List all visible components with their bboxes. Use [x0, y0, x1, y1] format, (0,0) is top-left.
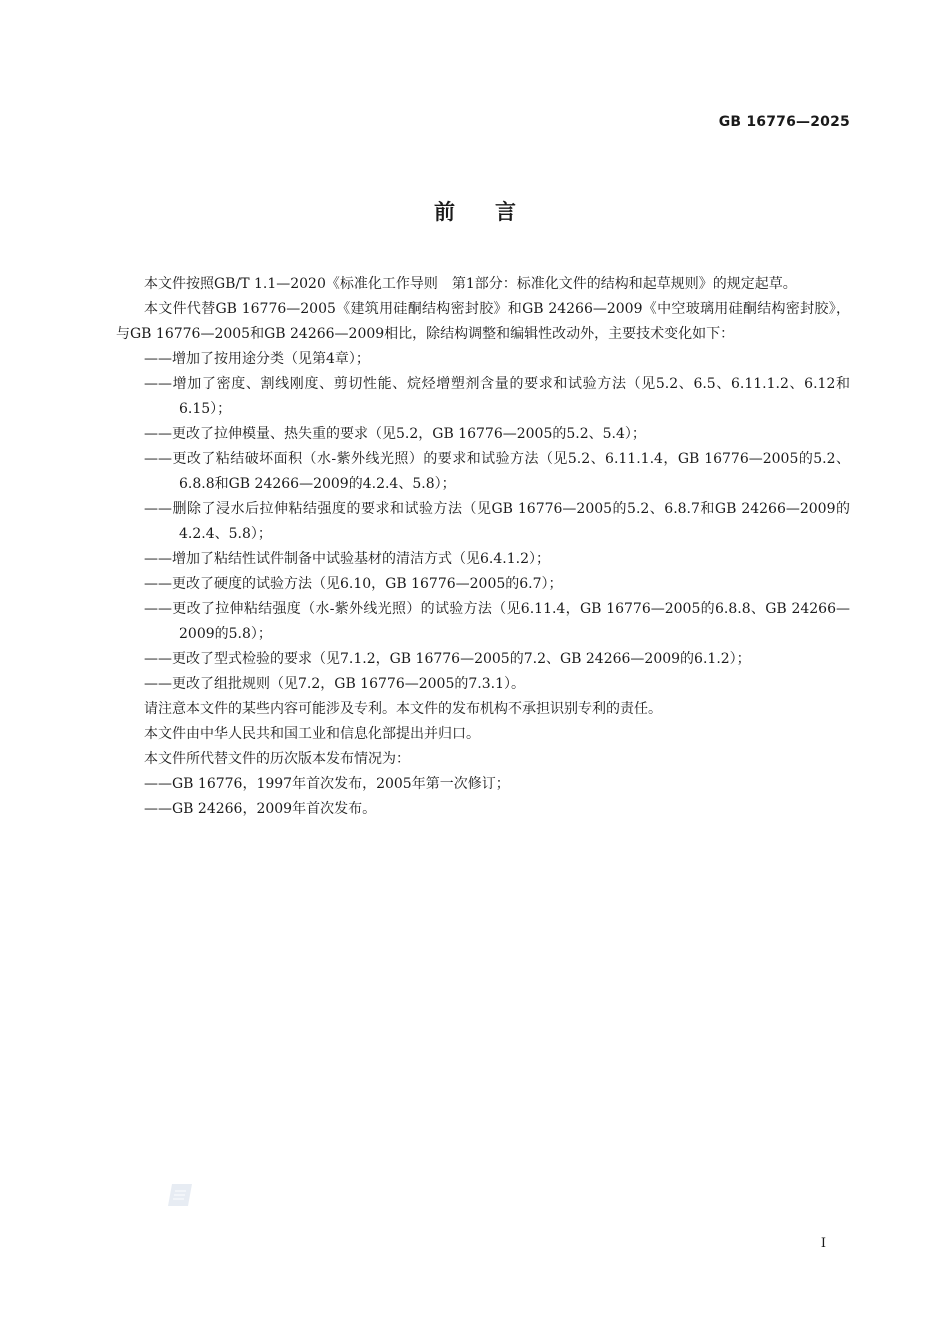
- document-body: [116, 272, 850, 822]
- list-item: ——增加了密度、割线刚度、剪切性能、烷烃增塑剂含量的要求和试验方法（见5.2、6.5、6.11.1.2、6.12和6.15）；: [144, 376, 850, 417]
- list-item: ——更改了硬度的试验方法（见6.10，GB 16776—2005的6.7）；: [144, 576, 563, 592]
- list-item: ——增加了粘结性试件制备中试验基材的清洁方式（见6.4.1.2）；: [144, 551, 550, 567]
- standard-number: GB 16776—2025: [718, 114, 850, 130]
- list-item: ——更改了组批规则（见7.2，GB 16776—2005的7.3.1）。: [144, 676, 525, 692]
- sac-watermark-logo-icon: [166, 1182, 194, 1208]
- paragraph-drafting-rules: 本文件按照GB/T 1.1—2020《标准化工作导则 第1部分：标准化文件的结构和起草规则》的规定起草。: [144, 276, 797, 292]
- patent-notice: 请注意本文件的某些内容可能涉及专利。本文件的发布机构不承担识别专利的责任。: [144, 701, 662, 717]
- page-number: I: [820, 1236, 826, 1251]
- list-item: ——更改了拉伸模量、热失重的要求（见5.2，GB 16776—2005的5.2、5.4）；: [144, 426, 646, 442]
- technical-changes-list: [116, 347, 850, 697]
- list-item: ——增加了按用途分类（见第4章）；: [144, 351, 370, 367]
- paragraph-replacement: 本文件代替GB 16776—2005《建筑用硅酮结构密封胶》和GB 24266—2009《中空玻璃用硅酮结构密封胶》，与GB 16776—2005和GB 24266—2009相比，除结构调整和编辑性改动外，主要技术变化如下：: [116, 301, 850, 342]
- list-item: ——更改了粘结破坏面积（水-紫外线光照）的要求和试验方法（见5.2、6.11.1.4，GB 16776—2005的5.2、6.8.8和GB 24266—2009的4.2.4、5.8）；: [144, 451, 850, 492]
- list-item: ——删除了浸水后拉伸粘结强度的要求和试验方法（见GB 16776—2005的5.2、6.8.7和GB 24266—2009的4.2.4、5.8）；: [144, 501, 850, 542]
- history-item: ——GB 24266，2009年首次发布。: [144, 801, 377, 817]
- history-intro: 本文件所代替文件的历次版本发布情况为：: [144, 751, 410, 767]
- history-item: ——GB 16776，1997年首次发布，2005年第一次修订；: [144, 776, 510, 792]
- list-item: ——更改了型式检验的要求（见7.1.2，GB 16776—2005的7.2、GB 24266—2009的6.1.2）；: [144, 651, 751, 667]
- page-title: 前言: [434, 200, 556, 224]
- list-item: ——更改了拉伸粘结强度（水-紫外线光照）的试验方法（见6.11.4，GB 16776—2005的6.8.8、GB 24266—2009的5.8）；: [144, 601, 850, 642]
- proposer-notice: 本文件由中华人民共和国工业和信息化部提出并归口。: [144, 726, 480, 742]
